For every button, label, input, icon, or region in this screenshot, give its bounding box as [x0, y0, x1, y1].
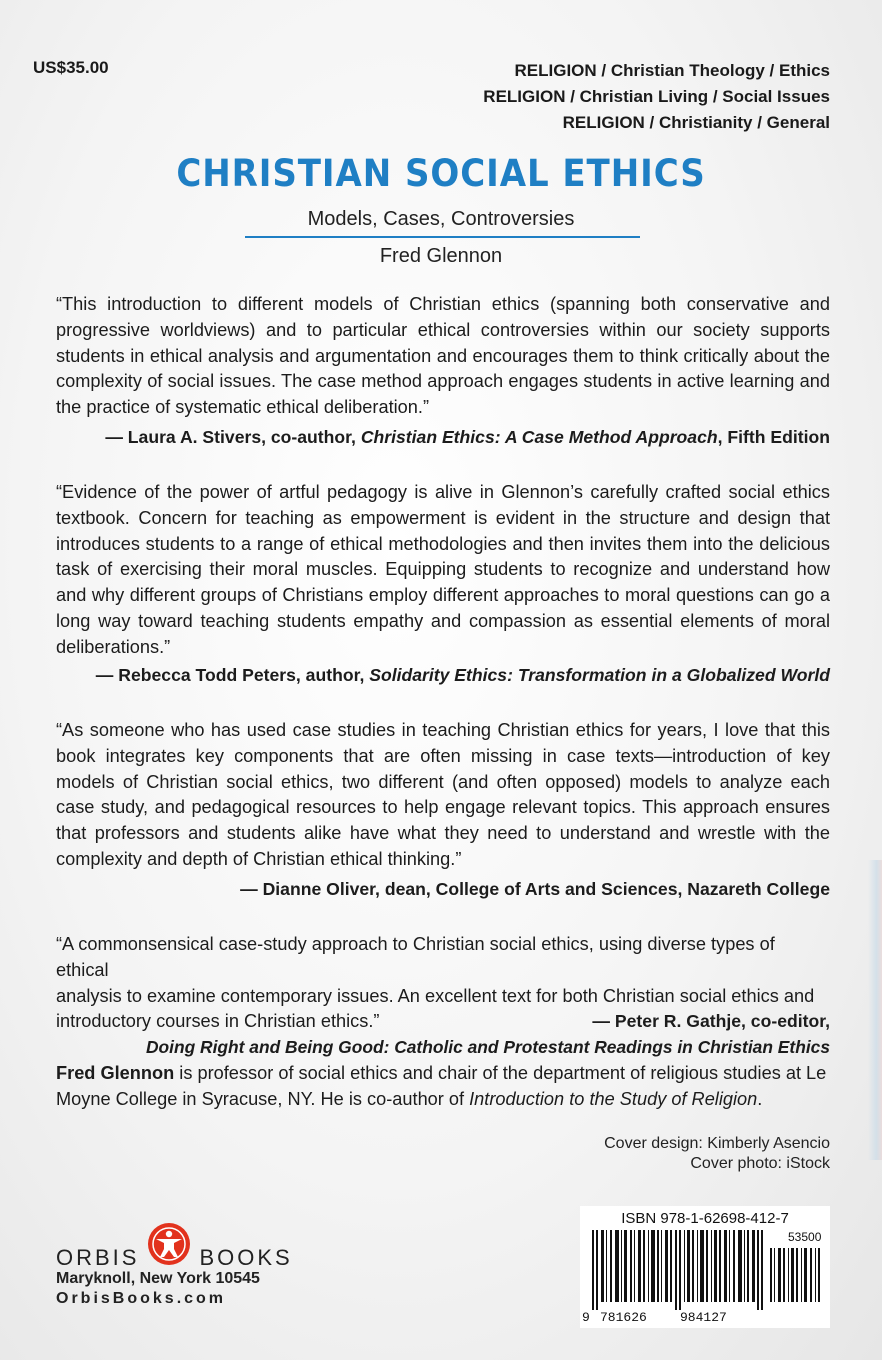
- cover-design-credit: Cover design: Kimberly Asencio: [604, 1135, 830, 1152]
- isbn-barcode: [580, 1206, 830, 1328]
- publisher-name-right: BOOKS: [199, 1245, 293, 1270]
- attribution-suffix: , Fifth Edition: [717, 427, 830, 447]
- attribution-name: — Peter R. Gathje, co-editor,: [592, 1011, 830, 1032]
- endorsement-attribution: [105, 427, 830, 448]
- publisher-website: OrbisBooks.com: [56, 1290, 227, 1307]
- quote-line: [56, 1009, 830, 1035]
- bisac-line: RELIGION / Christian Theology / Ethics: [514, 61, 830, 80]
- cover-photo-credit: Cover photo: iStock: [690, 1155, 830, 1172]
- book-author: Fred Glennon: [379, 245, 503, 267]
- barcode-digit-first: 9: [582, 1310, 590, 1325]
- attribution-name: — Laura A. Stivers, co-author,: [105, 427, 361, 447]
- cover-credits: [604, 1134, 830, 1174]
- bisac-categories: [483, 58, 830, 136]
- orbis-figure-icon: [147, 1222, 191, 1266]
- bio-name: Fred Glennon: [56, 1063, 175, 1083]
- publisher-name-left: ORBIS: [56, 1245, 140, 1270]
- endorsement-quote: “As someone who has used case studies in teaching Christian ethics for years, I love that this book integrates key components that are often missing in case texts—introduction of key models of Christian social ethics, two different (and often opposed) models to analyze each case study, and pedagogical resources to help engage relevant topics. This approach ensures that professors and students alike have what they need to understand and wrestle with the complexity and depth of Christian ethical thinking.”: [56, 720, 830, 869]
- book-title: CHRISTIAN SOCIAL ETHICS: [176, 152, 706, 195]
- attribution-work: Solidarity Ethics: Transformation in a Globalized World: [369, 665, 830, 685]
- endorsement-attribution: [96, 665, 830, 686]
- cover-edge-shine: [868, 860, 882, 1160]
- attribution-name: — Rebecca Todd Peters, author,: [95, 665, 370, 685]
- isbn-number: ISBN 978-1-62698-412-7: [621, 1210, 789, 1227]
- attribution-work: Doing Right and Being Good: Catholic and Protestant Readings in Christian Ethics: [145, 1037, 830, 1058]
- title-divider: [245, 236, 640, 238]
- barcode-digits-right: 984127: [680, 1310, 727, 1325]
- quote-line: analysis to examine contemporary issues. An excellent text for both Christian social ethics and: [56, 985, 815, 1006]
- book-subtitle: Models, Cases, Controversies: [307, 208, 575, 230]
- quote-text-end: introductory courses in Christian ethics.”: [56, 1011, 380, 1032]
- barcode-icon: [588, 1230, 822, 1310]
- attribution-work: Christian Ethics: A Case Method Approach: [360, 427, 718, 447]
- price-label: US$35.00: [33, 58, 109, 77]
- endorsement-quote-4: [56, 932, 830, 1061]
- bio-text: is professor of social ethics and chair of the department of religious studies at Le Moyne College in Syracuse, NY. He is co-author of: [56, 1063, 827, 1109]
- attribution-name: — Dianne Oliver, dean, College of Arts and Sciences, Nazareth College: [240, 879, 830, 899]
- bisac-line: RELIGION / Christian Living / Social Issues: [483, 87, 830, 106]
- bio-book: Introduction to the Study of Religion: [469, 1089, 758, 1109]
- endorsement-quote: “This introduction to different models of Christian ethics (spanning both conservative and progressive worldviews) and to particular ethical controversies within our society supports students in ethical analysis and argumentation and encourages them to think critically about the complexity of social issues. The case method approach engages students in active learning and the practice of systematic ethical deliberation.”: [56, 294, 830, 418]
- quote-line: “A commonsensical case-study approach to Christian social ethics, using diverse types of ethical: [56, 934, 775, 980]
- bisac-line: RELIGION / Christianity / General: [562, 113, 830, 132]
- bio-end: .: [757, 1089, 763, 1109]
- barcode-digits-left: 781626: [600, 1310, 647, 1325]
- endorsement-attribution: [240, 879, 830, 900]
- barcode-price-code: 53500: [788, 1230, 822, 1244]
- endorsement-quote: “Evidence of the power of artful pedagogy is alive in Glennon’s carefully crafted social ethics textbook. Concern for teaching as empowerment is evident in the structure and design that introduces students to a range of ethical methodologies and then invites them into the delicious task of exercising their moral muscles. Equipping students to recognize and understand how and why different groups of Christians employ different approaches to moral questions can go a long way toward teaching students empathy and compassion as essential elements of moral deliberations.”: [56, 482, 830, 657]
- publisher-address: Maryknoll, New York 10545: [56, 1270, 260, 1287]
- author-bio: [56, 1060, 836, 1112]
